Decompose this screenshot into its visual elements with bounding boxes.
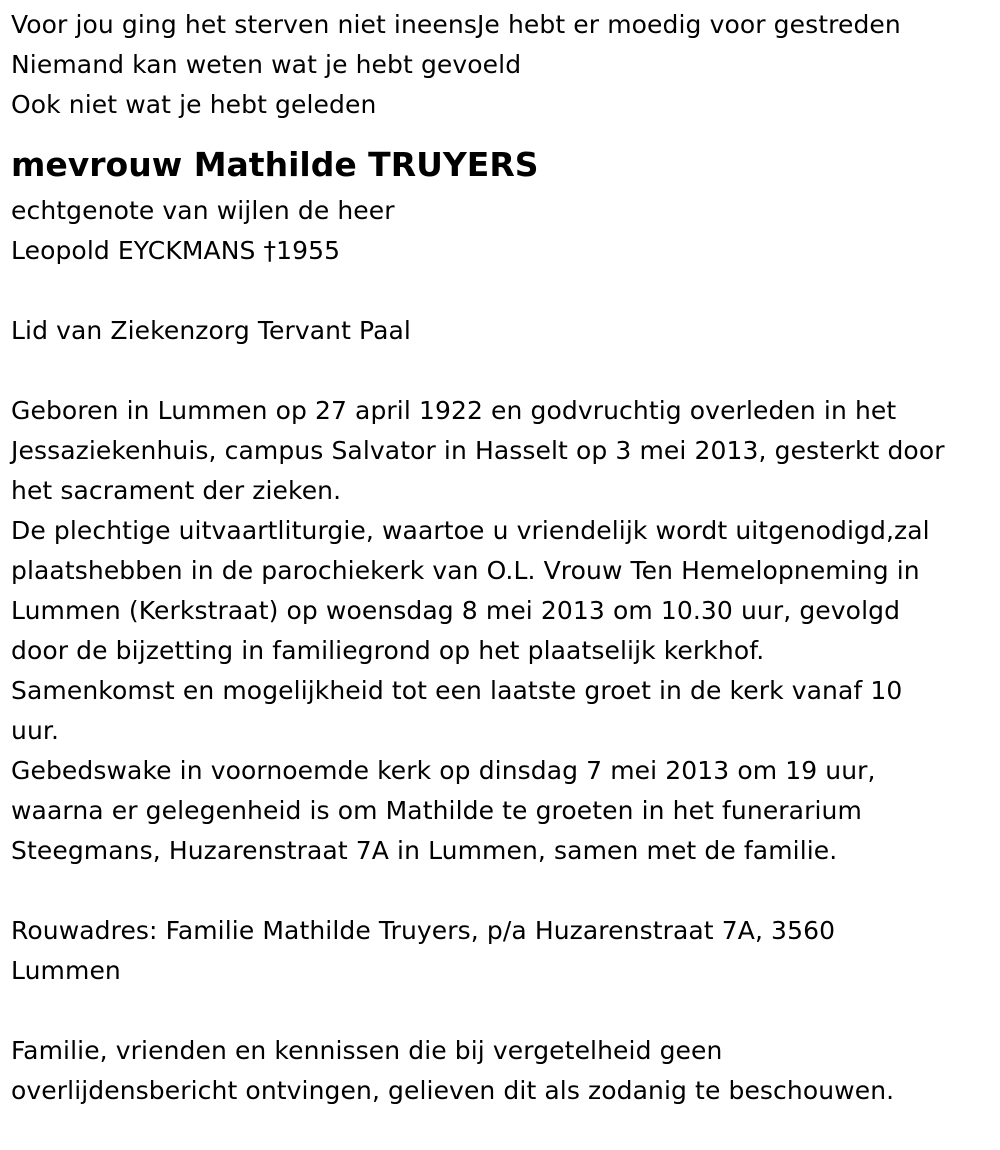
spouse-death-year: 1955 <box>276 236 341 265</box>
announcement-line: Steegmans, Huzarenstraat 7A in Lummen, samen met de familie. <box>11 836 838 865</box>
closing-line: Familie, vrienden en kennissen die bij vergetelheid geen <box>11 1036 723 1065</box>
spacer <box>11 351 996 391</box>
announcement-line: Gebedswake in voornoemde kerk op dinsdag 7 mei 2013 om 19 uur, <box>11 756 876 785</box>
spouse-name: Leopold EYCKMANS <box>11 236 264 265</box>
address-line: Rouwadres: Familie Mathilde Truyers, p/a Huzarenstraat 7A, 3560 <box>11 916 836 945</box>
cross-icon: † <box>263 236 277 265</box>
announcement-line: plaatshebben in de parochiekerk van O.L. Vrouw Ten Hemelopneming in <box>11 556 920 585</box>
announcement-line: het sacrament der zieken. <box>11 476 342 505</box>
spacer <box>11 871 996 911</box>
closing-note <box>11 1031 996 1111</box>
membership: Lid van Ziekenzorg Tervant Paal <box>11 316 411 345</box>
spouse-info <box>11 191 996 271</box>
announcement-line: door de bijzetting in familiegrond op het plaatselijk kerkhof. <box>11 636 765 665</box>
spouse-name-line <box>11 231 996 271</box>
announcement-line: waarna er gelegenheid is om Mathilde te groeten in het funerarium <box>11 796 862 825</box>
announcement-line: Lummen (Kerkstraat) op woensdag 8 mei 2013 om 10.30 uur, gevolgd <box>11 596 901 625</box>
announcement-line: Samenkomst en mogelijkheid tot een laatste groet in de kerk vanaf 10 <box>11 676 903 705</box>
poem-line: Ook niet wat je hebt geleden <box>11 90 377 119</box>
spouse-line: echtgenote van wijlen de heer <box>11 196 395 225</box>
announcement-paragraph <box>11 391 996 871</box>
announcement-line: uur. <box>11 716 60 745</box>
poem-line: Niemand kan weten wat je hebt gevoeld <box>11 50 522 79</box>
poem <box>11 5 996 125</box>
closing-line: overlijdensbericht ontvingen, gelieven dit als zodanig te beschouwen. <box>11 1076 895 1105</box>
poem-line: Voor jou ging het sterven niet ineensJe hebt er moedig voor gestreden <box>11 10 901 39</box>
announcement-line: De plechtige uitvaartliturgie, waartoe u vriendelijk wordt uitgenodigd,zal <box>11 516 930 545</box>
spacer <box>11 271 996 311</box>
mourning-address <box>11 911 996 991</box>
obituary-notice <box>11 5 996 1111</box>
announcement-line: Geboren in Lummen op 27 april 1922 en godvruchtig overleden in het <box>11 396 897 425</box>
deceased-name: mevrouw Mathilde TRUYERS <box>11 145 539 184</box>
announcement-line: Jessaziekenhuis, campus Salvator in Hasselt op 3 mei 2013, gesterkt door <box>11 436 945 465</box>
address-line: Lummen <box>11 956 121 985</box>
spacer <box>11 991 996 1031</box>
